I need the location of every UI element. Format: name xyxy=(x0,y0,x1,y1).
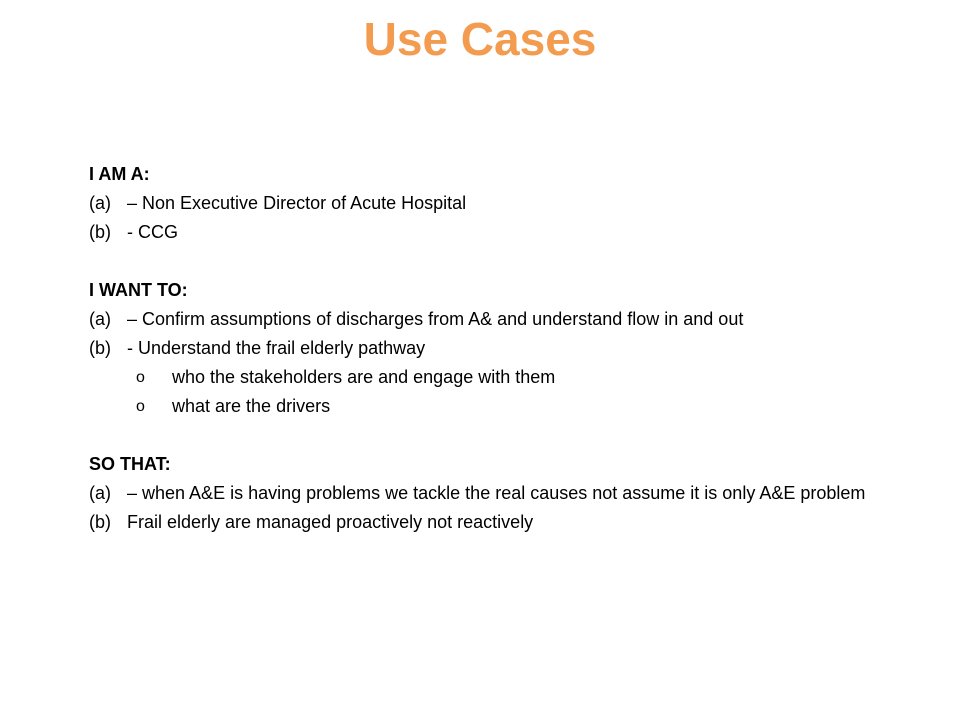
so-that-item-b xyxy=(89,508,909,537)
item-text: – Confirm assumptions of discharges from A& and understand flow in and out xyxy=(127,309,744,329)
subitem-text: who the stakeholders are and engage with them xyxy=(172,367,556,387)
i-am-item-a xyxy=(89,189,909,218)
item-text: - Understand the frail elderly pathway xyxy=(127,338,426,358)
i-want-subitem-1 xyxy=(89,363,909,392)
i-want-subitem-2 xyxy=(89,392,909,421)
section-spacer xyxy=(89,247,909,276)
item-text: Frail elderly are managed proactively not reactively xyxy=(127,512,534,532)
item-marker: (a) xyxy=(89,193,111,213)
page-title: Use Cases xyxy=(363,13,597,65)
item-marker: (b) xyxy=(89,338,111,358)
use-case-body xyxy=(89,160,909,537)
subitem-text: what are the drivers xyxy=(172,396,331,416)
i-want-heading: I WANT TO: xyxy=(89,280,188,300)
item-marker: (b) xyxy=(89,512,111,532)
section-spacer xyxy=(89,421,909,450)
item-marker: (b) xyxy=(89,222,111,242)
i-am-heading: I AM A: xyxy=(89,164,150,184)
so-that-heading: SO THAT: xyxy=(89,454,171,474)
bullet-icon: o xyxy=(136,398,145,415)
i-want-item-a xyxy=(89,305,909,334)
item-text: – when A&E is having problems we tackle the real causes not assume it is only A&E problem xyxy=(127,483,866,503)
i-want-item-b xyxy=(89,334,909,363)
i-am-item-b xyxy=(89,218,909,247)
bullet-icon: o xyxy=(136,369,145,386)
item-text: - CCG xyxy=(127,222,178,242)
item-text: – Non Executive Director of Acute Hospital xyxy=(127,193,467,213)
so-that-item-a xyxy=(89,479,909,508)
item-marker: (a) xyxy=(89,483,111,503)
item-marker: (a) xyxy=(89,309,111,329)
